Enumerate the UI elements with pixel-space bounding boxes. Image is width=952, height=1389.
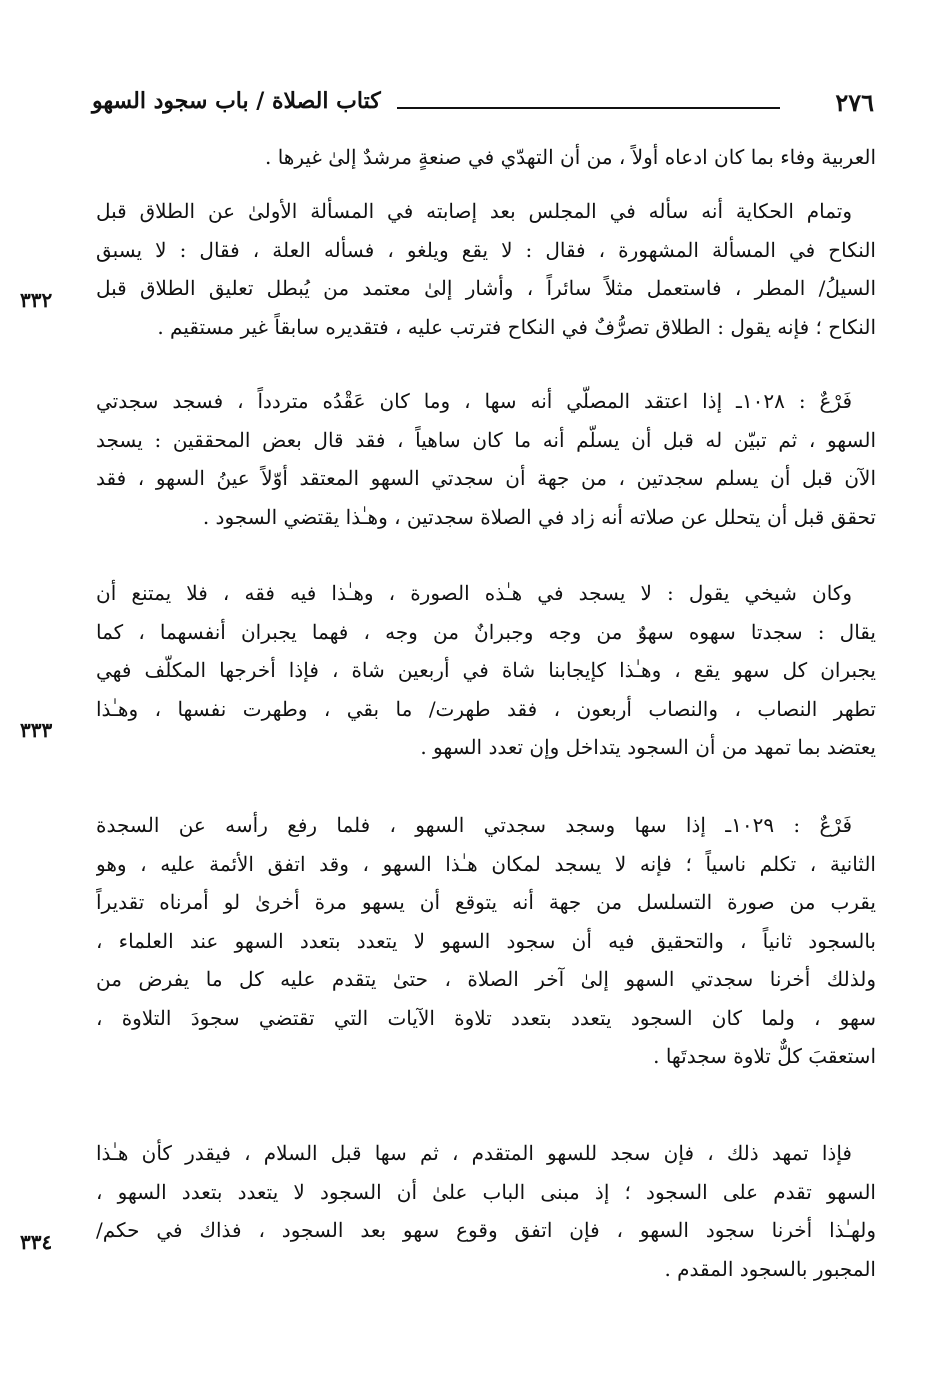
text-line: السيلُ/ المطر ، فاستعمل مثلاً سائراً ، وأشار إلىٰ معتمد من يُبطل تعليق الطلاق قبل (96, 276, 876, 300)
text-line: النكاح في المسألة المشهورة ، فقال : لا يقع ويلغو ، فسأله العلة ، فقال : لا يسبق (96, 237, 876, 262)
text-line: الآن قبل أن يسلم سجدتين ، من جهة أن سجدتي السهو المعتقد أوّلاً عينُ السهو ، فقد (96, 466, 876, 490)
text-line: سهو ، ولما كان السجود يتعدد بتعدد تلاوة الآيات التي تقتضي سجودَ التلاوة ، (96, 1005, 876, 1030)
text-line: يجبران كل سهو يقع ، وهـٰذا كإيجابنا شاة في أربعين شاة ، فإذا أخرجها المكلّف فهي (96, 658, 876, 682)
text-line: فَرْعٌ : ١٠٢٩ـ إذا سها وسجد سجدتي السهو ، فلما رفع رأسه عن السجدة (96, 813, 852, 837)
text-line: السهو ، ثم تبيّن له قبل أن يسلّم أنه ما كان ساهياً ، فقد قال بعض المحققين : يسجد (96, 427, 876, 452)
page-header (92, 88, 880, 122)
text-line: السهو تقدم على السجود ؛ إذ مبنى الباب علىٰ أن السجود لا يتعدد بتعدد السهو ، (96, 1179, 876, 1204)
text-line: المجبور بالسجود المقدم . (664, 1256, 876, 1281)
text-line: العربية وفاء بما كان ادعاه أولاً ، من أن التهدّي في صنعةٍ مرشدٌ إلىٰ غيرها . (264, 145, 876, 169)
text-line: يعتضد بما تمهد من أن السجود يتداخل وإن تعدد السهو . (420, 735, 876, 759)
page-number: ٢٧٦ (835, 88, 874, 117)
paragraph-2 (96, 192, 876, 346)
text-line: فإذا تمهد ذلك ، فإن سجد للسهو المتقدم ، ثم سها قبل السلام ، فيقدر كأن هـٰذا (96, 1141, 852, 1165)
text-line: وتمام الحكاية أنه سأله في المجلس بعد إصابته في المسألة الأولىٰ عن الطلاق قبل (96, 199, 852, 223)
text-line: النكاح ؛ فإنه يقول : الطلاق تصرُّفٌ في النكاح فترتب عليه ، فتقديره سابقاً غير مستقيم . (157, 314, 876, 339)
running-title: كتاب الصلاة / باب سجود السهو (92, 88, 381, 114)
paragraph-5 (96, 806, 876, 1076)
margin-folio-number: ٣٣٣ (20, 718, 53, 742)
margin-folio-number: ٣٣٤ (20, 1230, 53, 1254)
paragraph-4 (96, 574, 876, 767)
margin-folio-number: ٣٣٢ (20, 288, 53, 312)
text-line: الثانية ، تكلم ناسياً ؛ فإنه لا يسجد لمكان هـٰذا السهو ، وقد اتفق الأئمة عليه ، وهو (96, 851, 876, 876)
paragraph-6 (96, 1134, 876, 1288)
paragraph-1 (96, 138, 876, 177)
paragraph-3 (96, 382, 876, 536)
header-rule (397, 107, 780, 109)
text-line: بالسجود ثانياً ، والتحقيق فيه أن سجود السهو لا يتعدد بتعدد السهو عند العلماء ، (96, 928, 876, 953)
text-line: تطهر النصاب ، والنصاب أربعون ، فقد طهرت/ ما بقي ، وطهرت نفسها ، وهـٰذا (96, 696, 876, 721)
text-line: استعقبَ كلٌّ تلاوة سجدتَها . (653, 1044, 876, 1068)
text-line: ولهـٰذا أخرنا سجود السهو ، فإن اتفق وقوع سهو بعد السجود ، فذاك في حكم/ (96, 1218, 876, 1242)
text-line: ولذلك أخرنا سجدتي السهو إلىٰ آخر الصلاة ، حتىٰ يتقدم عليه كل ما يفرض من (96, 967, 876, 991)
text-line: وكان شيخي يقول : لا يسجد في هـٰذه الصورة ، وهـٰذا فيه فقه ، فلا يمتنع أن (96, 581, 852, 605)
text-line: تحقق قبل أن يتحلل عن صلاته أنه زاد في الصلاة سجدتين ، وهـٰذا يقتضي السجود . (202, 504, 876, 529)
text-line: فَرْعٌ : ١٠٢٨ـ إذا اعتقد المصلّي أنه سها ، وما كان عَقْدُه متردداً ، فسجد سجدتي (96, 389, 853, 413)
text-line: يقرب من صورة التسلسل من جهة أنه يتوقع أن يسهو مرة أخرىٰ لو أمرناه تقديراً (96, 890, 876, 914)
text-line: يقال : سجدتا سهوه سهوٌ من وجه وجبرانٌ من وجه ، فهما يجبران أنفسهما ، كما (96, 619, 876, 644)
